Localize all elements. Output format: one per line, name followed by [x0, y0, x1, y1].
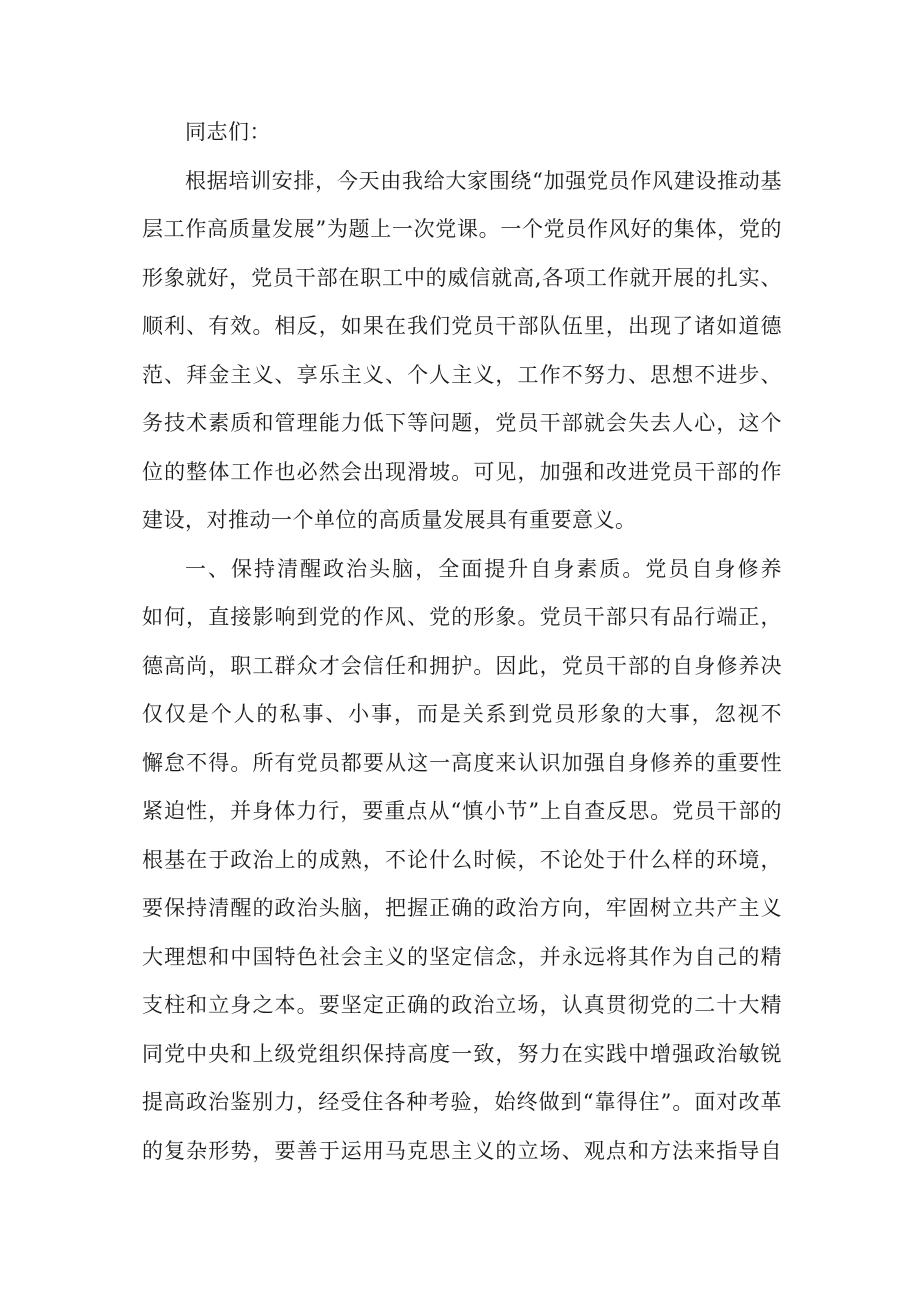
paragraph-line: 层工作高质量发展”为题上一次党课。一个党员作风好的集体，党的: [142, 217, 782, 241]
paragraph-line: 如何，直接影响到党的作风、党的形象。党员干部只有品行端正，: [142, 605, 782, 629]
salutation: 同志们：: [185, 120, 271, 144]
paragraph-line: 范、拜金主义、享乐主义、个人主义，工作不努力、思想不进步、: [142, 362, 782, 387]
paragraph-line: 大理想和中国特色社会主义的坚定信念，并永远将其作为自己的精: [142, 944, 782, 969]
paragraph-line: 的复杂形势，要善于运用马克思主义的立场、观点和方法来指导自: [142, 1138, 782, 1163]
paragraph-line: 紧迫性，并身体力行，要重点从“慎小节”上自查反思。党员干部的: [142, 799, 782, 823]
paragraph-line: 根基在于政治上的成熟，不论什么时候，不论处于什么样的环境，: [142, 847, 782, 872]
paragraph-line: 提高政治鉴别力，经受住各种考验，始终做到“靠得住”。面对改革: [142, 1090, 782, 1114]
paragraph-line: 仅仅是个人的私事、小事，而是关系到党员形象的大事，忽视不: [142, 702, 782, 726]
section-heading-line: 一、保持清醒政治头脑，全面提升自身素质。党员自身修养: [185, 556, 782, 581]
paragraph-line: 务技术素质和管理能力低下等问题，党员干部就会失去人心，这个: [142, 411, 782, 435]
paragraph-line: 建设，对推动一个单位的高质量发展具有重要意义。: [142, 508, 637, 532]
paragraph-line: 要保持清醒的政治头脑，把握正确的政治方向，牢固树立共产主义: [142, 896, 782, 920]
paragraph-line: 位的整体工作也必然会出现滑坡。可见，加强和改进党员干部的作: [142, 459, 782, 484]
paragraph-line: 形象就好，党员干部在职工中的威信就高,各项工作就开展的扎实、: [142, 265, 782, 290]
paragraph-line: 德高尚，职工群众才会信任和拥护。因此，党员干部的自身修养决: [142, 653, 782, 678]
document-body: [142, 108, 782, 1175]
paragraph-line: 支柱和立身之本。要坚定正确的政治立场，认真贯彻党的二十大精: [142, 993, 782, 1017]
paragraph-line: 同党中央和上级党组织保持高度一致，努力在实践中增强政治敏锐: [142, 1041, 782, 1066]
paragraph-line: 懈怠不得。所有党员都要从这一高度来认识加强自身修养的重要性: [142, 750, 782, 775]
paragraph-line: 顺利、有效。相反，如果在我们党员干部队伍里，出现了诸如道德: [142, 314, 782, 338]
paragraph-line: 根据培训安排，今天由我给大家围绕“加强党员作风建设推动基: [185, 168, 782, 193]
